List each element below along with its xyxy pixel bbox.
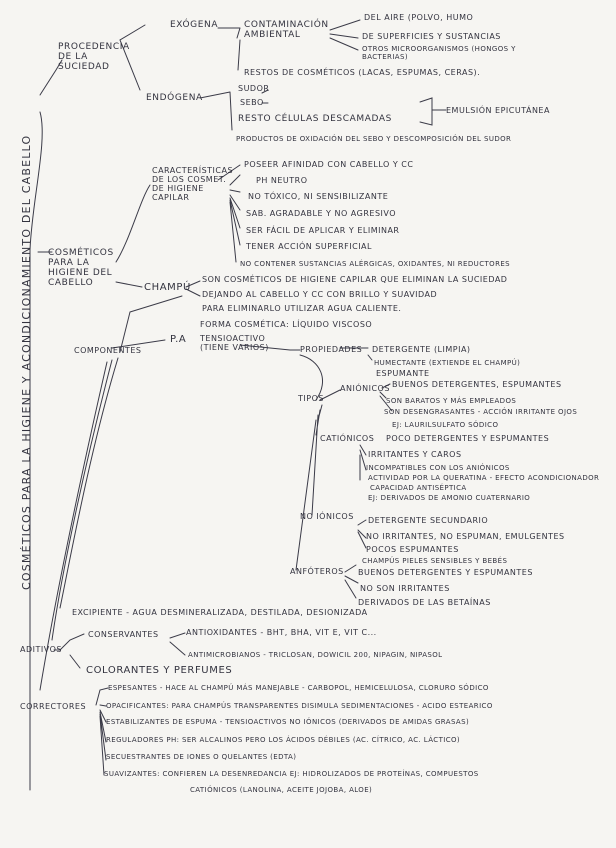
car-item-2: PH NEUTRO [256,176,308,185]
no-ionicos-label: NO IÓNICOS [300,512,354,521]
cation-item-2: IRRITANTES Y CAROS [368,450,462,459]
opacificantes-text: OPACIFICANTES: PARA CHAMPÚS TRANSPARENTES DISIMULA SEDIMENTACIONES - ACIDO ESTEARICO [106,702,493,710]
suavizantes-text-2: CATIÓNICOS (LANOLINA, ACEITE JOJOBA, ALOE) [190,786,373,794]
car-item-4: SAB. AGRADABLE Y NO AGRESIVO [246,209,397,218]
propiedades-label: PROPIEDADES [300,345,363,354]
champu-def-3: PARA ELIMINARLO UTILIZAR AGUA CALIENTE. [202,304,402,313]
noion-item-2: NO IRRITANTES, NO ESPUMAN, EMULGENTES [366,532,565,541]
conservantes-label: CONSERVANTES [88,630,159,639]
car-item-1: POSEER AFINIDAD CON CABELLO Y CC [244,160,414,169]
cation-item-3: INCOMPATIBLES CON LOS ANIÓNICOS [366,464,510,472]
del-aire-text: DEL AIRE (POLVO, HUMO [364,13,474,22]
componentes-label: COMPONENTES [74,346,142,355]
sebo-text: SEBO [240,98,264,107]
noion-item-4: CHAMPÚS PIELES SENSIBLES Y BEBÉS [362,557,508,565]
restos-text: RESTOS DE COSMÉTICOS (LACAS, ESPUMAS, CERAS). [244,68,481,77]
champu-def-1: SON COSMÉTICOS DE HIGIENE CAPILAR QUE ELIMINAN LA SUCIEDAD [202,275,508,284]
prop-item-2: HUMECTANTE (EXTIENDE EL CHAMPÚ) [374,359,521,367]
estabilizantes-text: ESTABILIZANTES DE ESPUMA - TENSIOACTIVOS NO IÓNICOS (DERIVADOS DE AMIDAS GRASAS) [106,718,470,726]
sudor-text: SUDOR [238,84,270,93]
pa-label: P.A [170,334,187,345]
colorantes-text: COLORANTES Y PERFUMES [86,665,233,676]
cation-item-4: ACTIVIDAD POR LA QUERATINA - EFECTO ACONDICIONADOR [368,474,600,482]
anion-item-3: SON DESENGRASANTES - ACCIÓN IRRITANTE OJOS [384,408,578,416]
cation-item-1: POCO DETERGENTES Y ESPUMANTES [386,434,550,443]
suavizantes-text-1: SUAVIZANTES: CONFIEREN LA DESENREDANCIA EJ: HIDROLIZADOS DE PROTEÍNAS, COMPUESTOS [104,770,479,778]
cation-item-6: EJ: DERIVADOS DE AMONIO CUATERNARIO [368,494,531,502]
car-item-6: TENER ACCIÓN SUPERFICIAL [246,242,372,251]
superficies-text: DE SUPERFICIES Y SUSTANCIAS [362,32,501,41]
celulas-text: RESTO CÉLULAS DESCAMADAS [238,114,392,124]
cationicos-label: CATIÓNICOS [320,434,375,443]
champu-label: CHAMPÚ [144,282,191,293]
anion-item-2: SON BARATOS Y MÁS EMPLEADOS [386,397,517,405]
secuestrantes-text: SECUESTRANTES DE IONES O QUELANTES (EDTA) [106,753,297,761]
antimicrobianos-text: ANTIMICROBIANOS - TRICLOSAN, DOWICIL 200, NIPAGIN, NIPASOL [188,651,443,659]
anionicos-label: ANIÓNICOS [340,384,390,393]
anfo-item-1: BUENOS DETERGENTES Y ESPUMANTES [358,568,533,577]
champu-def-2: DEJANDO AL CABELLO Y CC CON BRILLO Y SUAVIDAD [202,290,438,299]
caracteristicas-label: CARACTERÍSTICAS DE LOS COSMET. DE HIGIENE CAPILAR [152,166,234,202]
sheet-title: COSMÉTICOS PARA LA HIGIENE Y ACONDICIONAMIENTO DEL CABELLO [20,134,33,590]
otros-text: OTROS MICROORGANISMOS (HONGOS Y BACTERIAS) [362,45,516,61]
aditivos-label: ADITIVOS [20,645,62,654]
procedencia-label: PROCEDENCIA DE LA SUCIEDAD [58,42,130,72]
noion-item-3: POCOS ESPUMANTES [366,545,459,554]
emulsion-text: EMULSIÓN EPICUTÁNEA [446,106,550,115]
tipos-label: TIPOS [298,394,324,403]
correctores-label: CORRECTORES [20,702,87,711]
anfoteros-label: ANFÓTEROS [290,567,344,576]
noion-item-1: DETERGENTE SECUNDARIO [368,516,489,525]
anion-item-1: BUENOS DETERGENTES, ESPUMANTES [392,380,562,389]
espesantes-text: ESPESANTES - HACE AL CHAMPÚ MÁS MANEJABLE - CARBOPOL, HEMICELULOSA, CLORURO SÓDICO [108,684,489,692]
anion-item-4: EJ: LAURILSULFATO SÓDICO [392,421,499,429]
exogena-label: EXÓGENA [170,20,219,30]
antioxidantes-text: ANTIOXIDANTES - BHT, BHA, VIT E, VIT C... [186,628,377,637]
reguladores-text: REGULADORES PH: SER ALCALINOS PERO LOS ÁCIDOS DÉBILES (AC. CÍTRICO, AC. LÁCTICO) [106,736,461,744]
tensioactivo-label: TENSIOACTIVO (TIENE VARIOS) [200,334,269,352]
forma-text: FORMA COSMÉTICA: LÍQUIDO VISCOSO [200,320,373,329]
prop-item-3: ESPUMANTE [376,369,430,378]
prop-item-1: DETERGENTE (LIMPIA) [372,345,471,354]
productos-oxidacion-text: PRODUCTOS DE OXIDACIÓN DEL SEBO Y DESCOMPOSICIÓN DEL SUDOR [236,135,512,143]
car-item-3: NO TÓXICO, NI SENSIBILIZANTE [248,192,389,201]
excipiente-text: EXCIPIENTE - AGUA DESMINERALIZADA, DESTILADA, DESIONIZADA [72,608,368,617]
contaminacion-label: CONTAMINACIÓN AMBIENTAL [244,20,329,40]
cation-item-5: CAPACIDAD ANTISÉPTICA [370,484,467,492]
cosmeticos-label: COSMÉTICOS PARA LA HIGIENE DEL CABELLO [48,248,114,288]
endogena-label: ENDÓGENA [146,93,203,103]
anfo-item-2: NO SON IRRITANTES [360,584,450,593]
car-item-5: SER FÁCIL DE APLICAR Y ELIMINAR [246,226,400,235]
car-item-7: NO CONTENER SUSTANCIAS ALÉRGICAS, OXIDANTES, NI REDUCTORES [240,260,510,268]
anfo-item-3: DERIVADOS DE LAS BETAÍNAS [358,598,491,607]
